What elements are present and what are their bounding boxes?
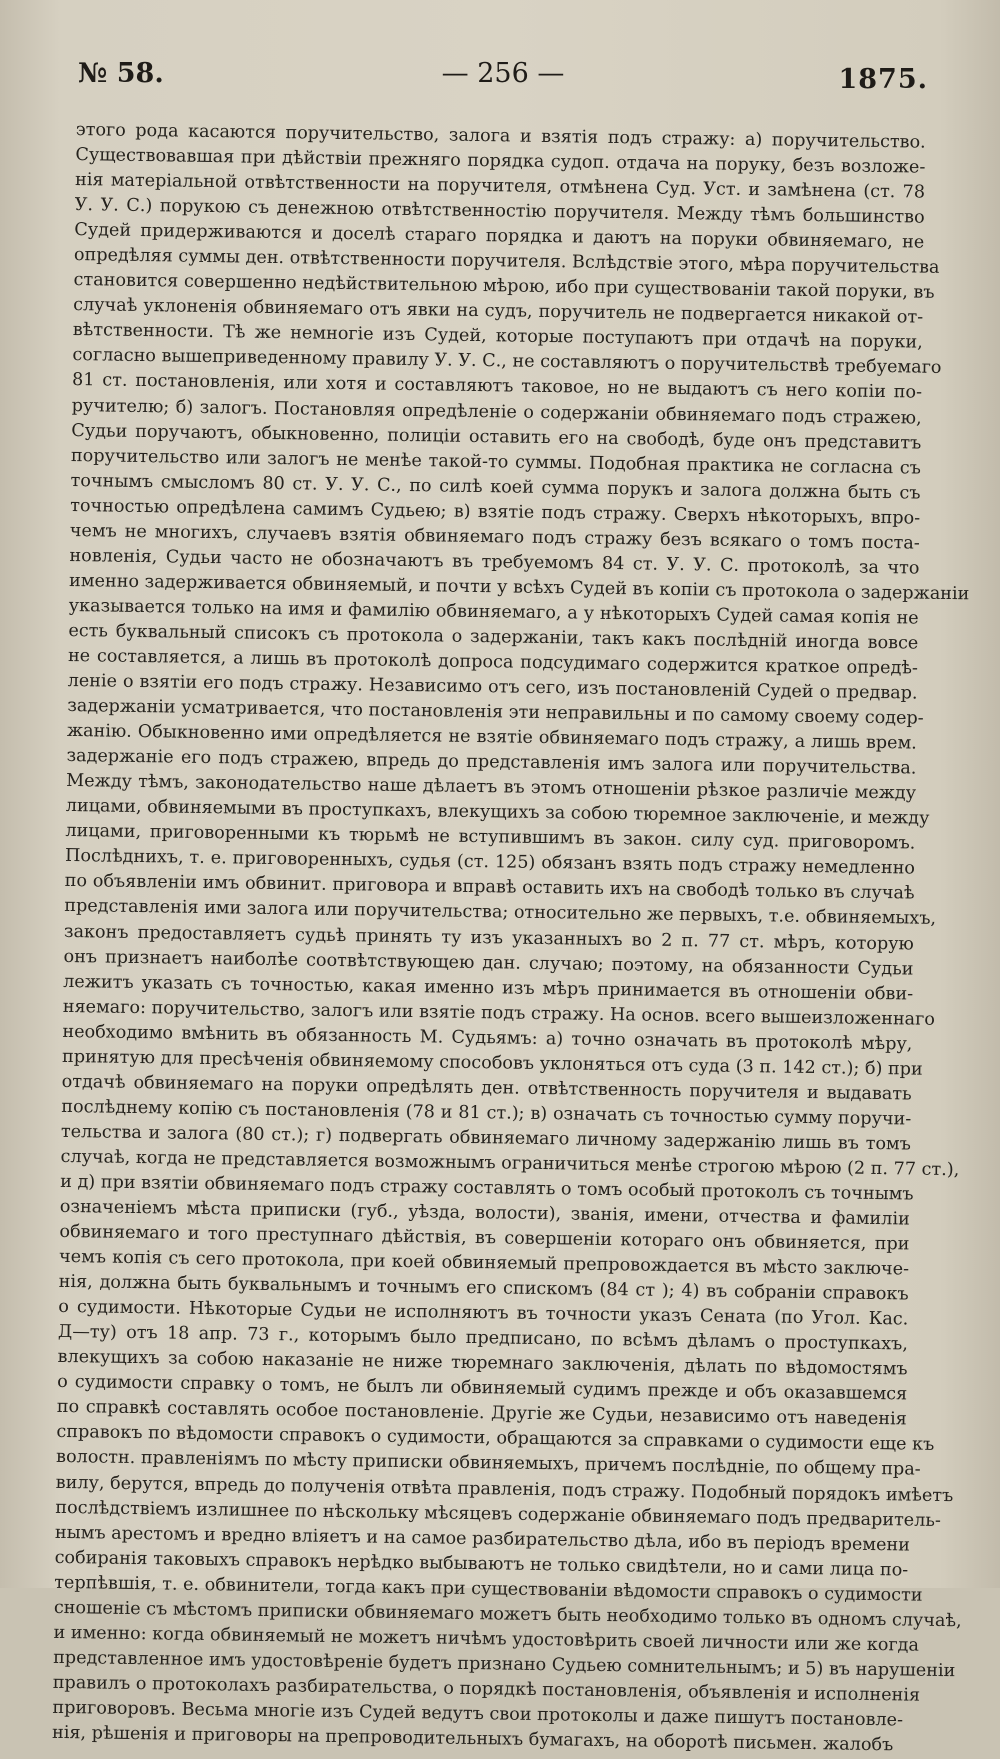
text-line: лежитъ указать съ точностью, какая именно изъ мѣръ принимается въ отношеніи обви- [63,971,914,1005]
text-line: новленія, Судьи часто не обозначаютъ въ требуемомъ 84 ст. У. У. С. протоколѣ, за что [69,545,920,579]
text-line: необходимо вмѣнить въ обязанность М. Судьямъ: а) точно означать въ протоколѣ мѣру, [62,1021,913,1055]
text-line: послѣднему копію съ постановленія (78 и 81 ст.); в) означать съ точностью сумму поручи- [61,1096,912,1130]
text-line: по справкѣ составлять особое постановленіе. Другіе же Судьи, независимо отъ наведенія [56,1397,907,1430]
text-line: Существовавшая при дѣйствіи прежняго порядка судоп. отдача на поруку, безъ возложе- [75,145,926,178]
text-line: чемъ копія съ сего протокола, при коей обвиняемый препровождается въ мѣсто заключе- [58,1246,910,1280]
text-line: случаѣ, когда не представляется возможнымъ ограничиться менѣе строгою мѣрою (2 п. 77 ст.), [60,1146,960,1181]
text-line: справокъ по вѣдомости справокъ о судимости, обращаются за справками о судимости еще къ [56,1422,935,1456]
text-line: означеніемъ мѣста приписки (губ., уѣзда, волости), званія, имени, отчества и фамиліи [59,1196,910,1230]
text-line: Послѣднихъ, т. е. приговоренныхъ, судья (ст. 125) обязанъ взять подъ стражу немедленно [64,846,916,879]
document-year: 1875. [838,64,928,95]
text-line: о судимости справку о томъ, не былъ ли обвиняемый судимъ прежде и объ оказавшемся [57,1372,908,1405]
text-line: задержаніи усматривается, что постановленія эти неправильны и по самому своему содер- [67,696,924,729]
text-line: лицами, обвиняемыми въ проступкахъ, влекущихъ за собою тюремное заключеніе, и между [65,796,930,830]
text-line: правилъ о протоколахъ разбирательства, о порядкѣ постановленія, объявленія и исполненія [52,1672,921,1706]
text-line: влекущихъ за собою наказаніе не ниже тюремнаго заключенія, дѣлать по вѣдомостямъ [57,1347,908,1380]
text-line: вѣтственности. Тѣ же немногіе изъ Судей, которые поступаютъ при отдачѣ на поруки, [72,320,923,353]
text-line: Между тѣмъ, законодательство наше дѣлаетъ въ этомъ отношеніи рѣзкое различіе между [66,771,917,804]
page-header [78,58,928,102]
text-line: по объявленіи имъ обвинит. приговора и вправѣ оставить ихъ на свободѣ только въ случаѣ [64,871,915,904]
text-line: именно задерживается обвиняемый, и почти у всѣхъ Судей въ копіи съ протокола о задержаніи [68,570,970,605]
text-line: жанію. Обыкновенно ими опредѣляется не взятіе обвиняемаго подъ стражу, а лишь врем. [66,721,917,754]
text-line: и д) при взятіи обвиняемаго подъ стражу составлять о томъ особый протоколъ съ точнымъ [60,1171,914,1205]
text-line: задержаніе его подъ стражею, впредь до представленія имъ залога или поручительства. [66,746,917,779]
body-text [51,118,970,1758]
text-line: волостн. правленіямъ по мѣсту приписки обвиняемыхъ, причемъ послѣдніе, по общему пра- [55,1447,921,1481]
text-line: поручительство или залогъ не менѣе такой-то суммы. Подобная практика не согласна съ [70,445,922,479]
text-line: вилу, берутся, впредь до полученія отвѣта правленія, подъ стражу. Подобный порядокъ имѣетъ [55,1472,954,1506]
text-line: законъ предоставляетъ судьѣ принять ту изъ указанныхъ во 2 п. 77 ст. мѣръ, которую [63,921,914,955]
text-line: обвиняемаго и того преступнаго дѣйствія, въ совершеніи котораго онъ обвиняется, при [59,1221,910,1255]
text-line: точностью опредѣлена самимъ Судьею; в) взятіе подъ стражу. Сверхъ нѣкоторыхъ, впро- [70,495,921,529]
text-line: принятую для пресѣченія обвиняемому способовъ уклоняться отъ суда (3 п. 142 ст.); б) при [61,1046,923,1080]
text-line: становится совершенно недѣйствительною мѣрою, ибо при существованіи такой поруки, въ [73,270,935,304]
text-line: лицами, приговоренными къ тюрьмѣ не вступившимъ въ закон. силу суд. приговоромъ. [65,821,916,854]
text-line: нымъ арестомъ и вредно вліяетъ и на самое разбирательство дѣла, ибо въ періодъ времени [54,1522,911,1556]
text-line: о судимости. Нѣкоторые Судьи не исполняютъ въ точности указъ Сената (по Угол. Кас. [58,1297,909,1330]
page-number: — 256 — [441,58,565,89]
text-line: опредѣляя суммы ден. отвѣтственности поручителя. Вслѣдствіе этого, мѣра поручительства [73,245,940,279]
text-line: этого рода касаются поручительство, залога и взятія подъ стражу: а) поручительство. [75,119,926,153]
text-line: собиранія таковыхъ справокъ нерѣдко выбываютъ не только свидѣтели, но и сами лица по- [54,1547,909,1581]
text-line: сношеніе съ мѣстомъ приписки обвиняемаго можетъ быть необходимо только въ одномъ случаѣ, [53,1597,962,1632]
text-line: ручителю; б) залогъ. Постановляя опредѣленіе о содержаніи обвиняемаго подъ стражею, [71,395,922,429]
text-line: не составляется, а лишь въ протоколѣ допроса подсудимаго содержится краткое опредѣ- [67,645,919,679]
text-line: нія, рѣшенія и приговоры на препроводительныхъ бумагахъ, на оборотѣ письмен. жалобъ [51,1722,894,1756]
text-line: терпѣвшія, т. е. обвинители, тогда какъ при существованіи вѣдомости справокъ о судимости [54,1572,923,1606]
text-line: Д—ту) отъ 18 апр. 73 г., которымъ было предписано, по всѣмъ дѣламъ о проступкахъ, [57,1322,909,1355]
text-line: У. У. С.) порукою съ денежною отвѣтственностію поручителя. Между тѣмъ большинство [74,195,925,228]
text-line: представленія ими залога или поручительства; относительно же первыхъ, т.е. обвиняемыхъ, [64,896,937,930]
text-line: леніе о взятіи его подъ стражу. Независимо отъ сего, изъ постановленій Судей о предвар. [67,670,918,704]
text-line: Судьи поручаютъ, обыкновенно, полиціи оставить его на свободѣ, буде онъ представитъ [71,420,922,454]
text-line: няемаго: поручительство, залогъ или взятіе подъ стражу. На основ. всего вышеизложеннаго [62,996,936,1030]
text-line: и именно: когда обвиняемый не можетъ ничѣмъ удостовѣрить своей личности или же когда [53,1622,920,1656]
text-line: онъ признаетъ наиболѣе соотвѣтствующею дан. случаю; поэтому, на обязанности Судьи [63,946,914,980]
text-line: послѣдствіемъ излишнее по нѣскольку мѣсяцевъ содержаніе обвиняемаго подъ предваритель- [55,1497,942,1531]
text-line: представленное имъ удостовѣреніе будетъ признано Судьею сомнительнымъ; и 5) въ нарушеніи [53,1647,956,1682]
text-line: есть буквальный списокъ съ протокола о задержаніи, такъ какъ послѣдній иногда вовсе [68,620,919,654]
text-line: отдачѣ обвиняемаго на поруки опредѣлять ден. отвѣтственность поручителя и выдавать [61,1071,912,1105]
text-line: случаѣ уклоненія обвиняемаго отъ явки на судъ, поручитель не подвергается никакой от- [73,295,924,328]
document-number: № 58. [78,58,164,89]
text-line: указывается только на имя и фамилію обвиняемаго, а у нѣкоторыхъ Судей самая копія не [68,595,919,629]
text-line: нія, должна быть буквальнымъ и точнымъ его спискомъ (84 ст ); 4) въ собраніи справокъ [58,1272,909,1305]
text-line: 81 ст. постановленія, или хотя и составляютъ таковое, но не выдаютъ съ него копіи по- [71,370,923,404]
text-line: Судей придерживаются и доселѣ стараго порядка и даютъ на поруки обвиняемаго, не [74,220,925,253]
text-line: согласно вышеприведенному правилу У. У. С., не составляютъ о поручительствѣ требуемаго [72,345,942,379]
text-line: чемъ не многихъ, случаевъ взятія обвиняемаго подъ стражу безъ всякаго о томъ поста- [69,520,920,554]
text-line: нія матеріальной отвѣтственности на поручителя, отмѣнена Суд. Уст. и замѣнена (ст. 78 [74,170,926,203]
text-line: точнымъ смысломъ 80 ст. У. У. С., по силѣ коей сумма порукъ и залога должна быть съ [70,470,921,504]
text-line: приговоровъ. Весьма многіе изъ Судей ведутъ свои протоколы и даже пишутъ постановле- [52,1697,904,1731]
text-line: тельства и залога (80 ст.); г) подвергать обвиняемаго личному задержанію лишь въ томъ [60,1121,912,1155]
